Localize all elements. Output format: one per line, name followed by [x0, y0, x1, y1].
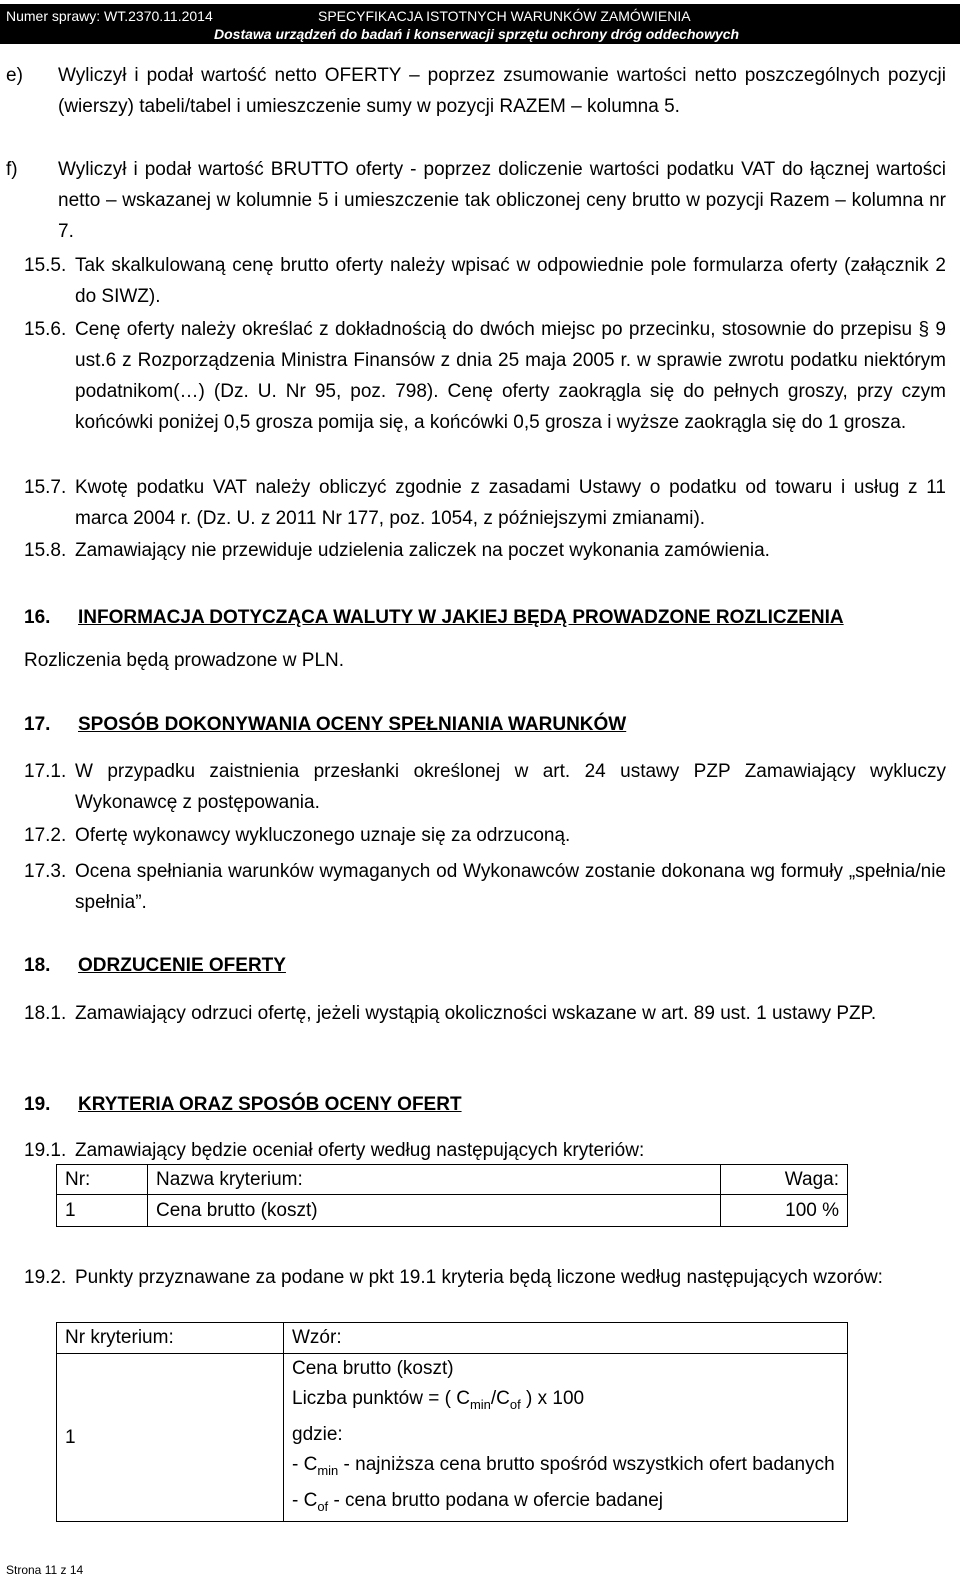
- heading-number: 19.: [24, 1094, 51, 1115]
- section-number: 17.1.: [24, 761, 67, 782]
- heading-number: 17.: [24, 714, 51, 735]
- page-footer: Strona 11 z 14: [6, 1563, 84, 1577]
- section-number: 15.6.: [24, 319, 67, 340]
- section-text: Tak skalkulowaną cenę brutto oferty należy wpisać w odpowiednie pole formularza oferty (załącznik 2 do SIWZ).: [75, 255, 946, 307]
- header-nr: Nr:: [57, 1165, 148, 1195]
- section-number: 17.2.: [24, 825, 67, 846]
- section-number: 15.5.: [24, 255, 67, 276]
- section-number: 15.8.: [24, 540, 67, 561]
- section-text: Ocena spełniania warunków wymaganych od Wykonawców zostanie dokonana wg formuły „spełnia/nie spełnia”.: [75, 861, 946, 913]
- cell-formula: [284, 1354, 848, 1522]
- item-e: [6, 60, 946, 122]
- section-text: Cenę oferty należy określać z dokładnością do dwóch miejsc po przecinku, stosownie do przepisu § 9 ust.6 z Rozporządzenia Ministra Finansów z dnia 25 maja 2005 r. w sprawie zwrotu podatku niektórym podatnikom(…) (Dz. U. Nr 95, poz. 798). Cenę oferty zaokrągla się do pełnych groszy, przy czym końcówki poniżej 0,5 grosza pomija się, a końcówki 0,5 grosza i wyższe zaokrągla się do 1 grosza.: [75, 319, 946, 433]
- table-row: [57, 1354, 848, 1522]
- section-number: 17.3.: [24, 861, 67, 882]
- section-text: Punkty przyznawane za podane w pkt 19.1 kryteria będą liczone według następujących wzorów:: [75, 1267, 883, 1288]
- section-19-1: [24, 1135, 946, 1166]
- case-number: Numer sprawy: WT.2370.11.2014: [6, 8, 213, 24]
- heading-17: [24, 714, 627, 736]
- section-17-1: [24, 756, 946, 818]
- heading-number: 16.: [24, 607, 51, 628]
- section-number: 19.2.: [24, 1267, 67, 1288]
- section-15-8: [24, 535, 946, 566]
- header-weight: Waga:: [721, 1165, 848, 1195]
- formula-line: gdzie:: [292, 1423, 343, 1445]
- header-criterion-nr: Nr kryterium:: [57, 1323, 284, 1354]
- heading-title: SPOSÓB DOKONYWANIA OCENY SPEŁNIANIA WARUNKÓW: [78, 714, 627, 735]
- item-label: f): [6, 159, 18, 180]
- section-19-2: [24, 1262, 946, 1293]
- item-text: Wyliczył i podał wartość netto OFERTY – poprzez zsumowanie wartości netto poszczególnych pozycji (wierszy) tabeli/tabel i umieszczenie sumy w pozycji RAZEM – kolumna 5.: [58, 65, 946, 117]
- section-text: Ofertę wykonawcy wykluczonego uznaje się za odrzuconą.: [75, 825, 571, 846]
- criteria-table: [56, 1164, 848, 1227]
- header-name: Nazwa kryterium:: [148, 1165, 721, 1195]
- header-title: SPECYFIKACJA ISTOTNYCH WARUNKÓW ZAMÓWIENIA: [318, 8, 691, 24]
- formula-line: Liczba punktów = ( $C_{min}/C_{of}$ ) x 100: [292, 1388, 585, 1412]
- section-17-3: [24, 856, 946, 918]
- formula-table: [56, 1322, 848, 1522]
- item-f: [6, 154, 946, 247]
- cell-criterion-nr: 1: [57, 1354, 284, 1522]
- section-number: 19.1.: [24, 1140, 67, 1161]
- cell-weight: 100 %: [721, 1195, 848, 1227]
- cell-nr: 1: [57, 1195, 148, 1227]
- item-label: e): [6, 65, 23, 86]
- header-formula: Wzór:: [284, 1323, 848, 1354]
- section-text: Zamawiający będzie oceniał oferty według następujących kryteriów:: [75, 1140, 645, 1161]
- page-header: [0, 4, 960, 44]
- section-text: Kwotę podatku VAT należy obliczyć zgodnie z zasadami Ustawy o podatku od towaru i usług z 11 marca 2004 r. (Dz. U. z 2011 Nr 177, poz. 1054, z późniejszymi zmianami).: [75, 477, 946, 529]
- paragraph-16: Rozliczenia będą prowadzone w PLN.: [24, 650, 345, 671]
- section-15-7: [24, 472, 946, 534]
- section-17-2: [24, 820, 946, 851]
- heading-18: [24, 955, 286, 977]
- section-number: 18.1.: [24, 1003, 67, 1024]
- heading-number: 18.: [24, 955, 51, 976]
- section-15-6: [24, 314, 946, 438]
- section-text: Zamawiający odrzuci ofertę, jeżeli wystąpią okoliczności wskazane w art. 89 ust. 1 ustawy PZP.: [75, 1003, 877, 1024]
- heading-title: ODRZUCENIE OFERTY: [78, 955, 286, 976]
- heading-title: KRYTERIA ORAZ SPOSÓB OCENY OFERT: [78, 1094, 462, 1115]
- cell-name: Cena brutto (koszt): [148, 1195, 721, 1227]
- item-text: Wyliczył i podał wartość BRUTTO oferty - poprzez doliczenie wartości podatku VAT do łącznej wartości netto – wskazanej w kolumnie 5 i umieszczenie tak obliczonej ceny brutto w pozycji Razem – kolumna nr 7.: [58, 159, 946, 242]
- section-text: Zamawiający nie przewiduje udzielenia zaliczek na poczet wykonania zamówienia.: [75, 540, 770, 561]
- heading-19: [24, 1094, 462, 1116]
- table-row: [57, 1195, 848, 1227]
- section-number: 15.7.: [24, 477, 67, 498]
- heading-title: INFORMACJA DOTYCZĄCA WALUTY W JAKIEJ BĘDĄ PROWADZONE ROZLICZENIA: [78, 607, 844, 628]
- section-text: W przypadku zaistnienia przesłanki określonej w art. 24 ustawy PZP Zamawiający wykluczy Wykonawcę z postępowania.: [75, 761, 946, 813]
- formula-line: Cena brutto (koszt): [292, 1358, 454, 1379]
- section-15-5: [24, 250, 946, 312]
- formula-line: - $C_{min}$ - najniższa cena brutto spośród wszystkich ofert badanych: [292, 1453, 835, 1478]
- formula-line: - $C_{of}$ - cena brutto podana w ofercie badanej: [292, 1489, 664, 1514]
- heading-16: [24, 607, 844, 629]
- section-18-1: [24, 998, 946, 1029]
- header-subtitle: Dostawa urządzeń do badań i konserwacji sprzętu ochrony dróg oddechowych: [214, 26, 740, 42]
